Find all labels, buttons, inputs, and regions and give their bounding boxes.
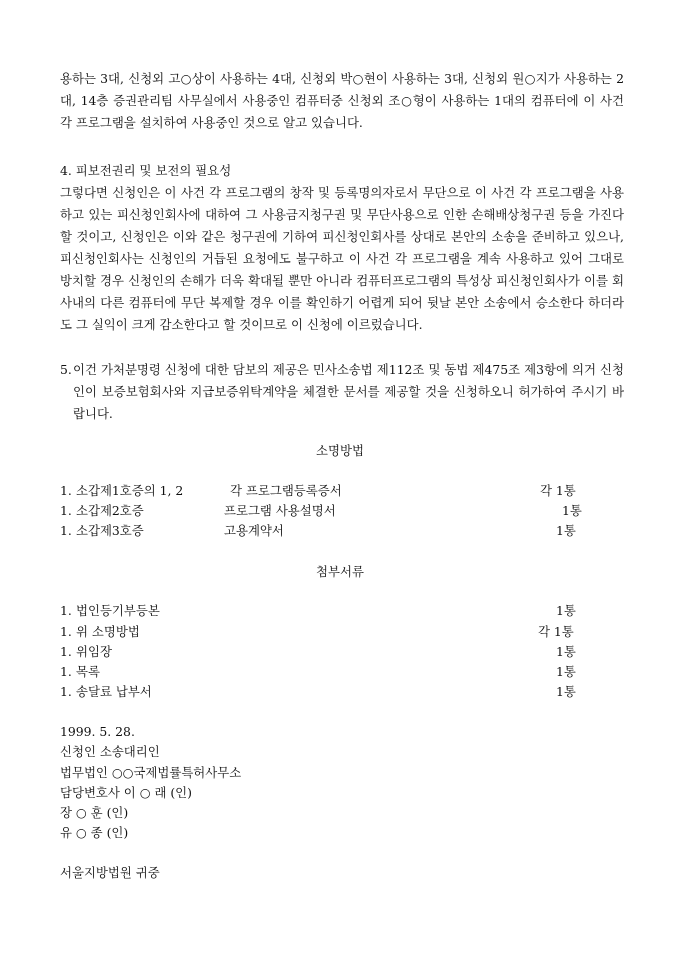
section-5-number: 5. (60, 362, 72, 377)
attachment-count: 1통 (556, 664, 576, 679)
attachment-label: 송달료 납부서 (76, 684, 152, 699)
evidence-count: 1통 (556, 523, 576, 538)
attachment-count: 1통 (556, 603, 576, 618)
attachment-count: 1통 (556, 684, 576, 699)
evidence-desc: 고용계약서 (224, 523, 284, 538)
filing-date: 1999. 5. 28. (60, 724, 135, 739)
section-5-item (60, 359, 624, 425)
paragraph-continued: 용하는 3대, 신청외 고○상이 사용하는 4대, 신청외 박○현이 사용하는 3대, 신청외 원○지가 사용하는 2대, 14층 증권관리팀 사무실에서 사용중인 컴퓨터중 신청외 조○형이 사용하는 1대의 컴퓨터에 이 사건 각 프로그램을 설치하여 사용중인 것으로 알고 있습니다. (60, 71, 624, 130)
attachment-label: 위임장 (76, 644, 112, 659)
evidence-bullet: 1. (60, 503, 72, 518)
paragraph-preservation-necessity: 그렇다면 신청인은 이 사건 각 프로그램의 창작 및 등록명의자로서 무단으로 이 사건 각 프로그램을 사용하고 있는 피신청인회사에 대하여 그 사용금지청구권 및 무단사용으로 인한 손해배상청구권 등을 가진다 할 것이고, 신청인은 이와 같은 청구권에 기하여 피신청인회사를 상대로 본안의 소송을 준비하고 있으나, 피신청인회사는 신청인의 거듭된 요청에도 불구하고 이 사건 각 프로그램을 계속 사용하고 있어 그대로 방치할 경우 신청인의 손해가 더욱 확대될 뿐만 아니라 컴퓨터프로그램의 특성상 피신청인회사가 이를 회사내의 다른 컴퓨터에 무단 복제할 경우 이를 확인하기 어렵게 되어 뒷날 본안 소송에서 승소한다 하더라도 그 실익이 크게 감소한다고 할 것이므로 이 신청에 이르렀습니다. (60, 185, 624, 332)
section-5-text: 이건 가처분명령 신청에 대한 담보의 제공은 민사소송법 제112조 및 동법 제475조 제3항에 의거 신청인이 보증보험회사와 지급보증위탁계약을 체결한 문서를 제공할 것을 신청하오니 허가하여 주시기 바랍니다. (73, 362, 624, 421)
court-addressee: 서울지방법원 귀중 (60, 865, 160, 880)
evidence-label: 소갑제2호증 (76, 503, 144, 518)
attachment-count: 각 1통 (538, 624, 574, 639)
applicant-representative: 신청인 소송대리인 (60, 744, 160, 759)
lead-attorney: 담당변호사 이 ○ 래 (인) (60, 785, 192, 800)
attorney: 장 ○ 훈 (인) (60, 805, 129, 820)
attachment-bullet: 1. (60, 624, 72, 639)
evidence-bullet: 1. (60, 523, 72, 538)
evidence-label: 소갑제1호증의 1, 2 (76, 483, 184, 498)
attachment-bullet: 1. (60, 603, 72, 618)
section-4-heading: 4. 피보전권리 및 보전의 필요성 (60, 163, 232, 178)
attachments-title: 첨부서류 (316, 564, 364, 579)
attachment-count: 1통 (556, 644, 576, 659)
attachment-label: 위 소명방법 (76, 624, 140, 639)
law-firm-name: 법무법인 ○○국제법률특허사무소 (60, 765, 242, 780)
evidence-title: 소명방법 (316, 443, 364, 458)
evidence-desc: 각 프로그램등록증서 (230, 483, 342, 498)
attachment-bullet: 1. (60, 644, 72, 659)
evidence-label: 소갑제3호증 (76, 523, 144, 538)
evidence-bullet: 1. (60, 483, 72, 498)
attorney: 유 ○ 종 (인) (60, 825, 129, 840)
attachment-bullet: 1. (60, 684, 72, 699)
evidence-desc: 프로그램 사용설명서 (224, 503, 336, 518)
attachment-bullet: 1. (60, 664, 72, 679)
evidence-count: 각 1통 (540, 483, 576, 498)
attachment-label: 목록 (76, 664, 100, 679)
evidence-count: 1통 (562, 503, 582, 518)
attachment-label: 법인등기부등본 (76, 603, 160, 618)
